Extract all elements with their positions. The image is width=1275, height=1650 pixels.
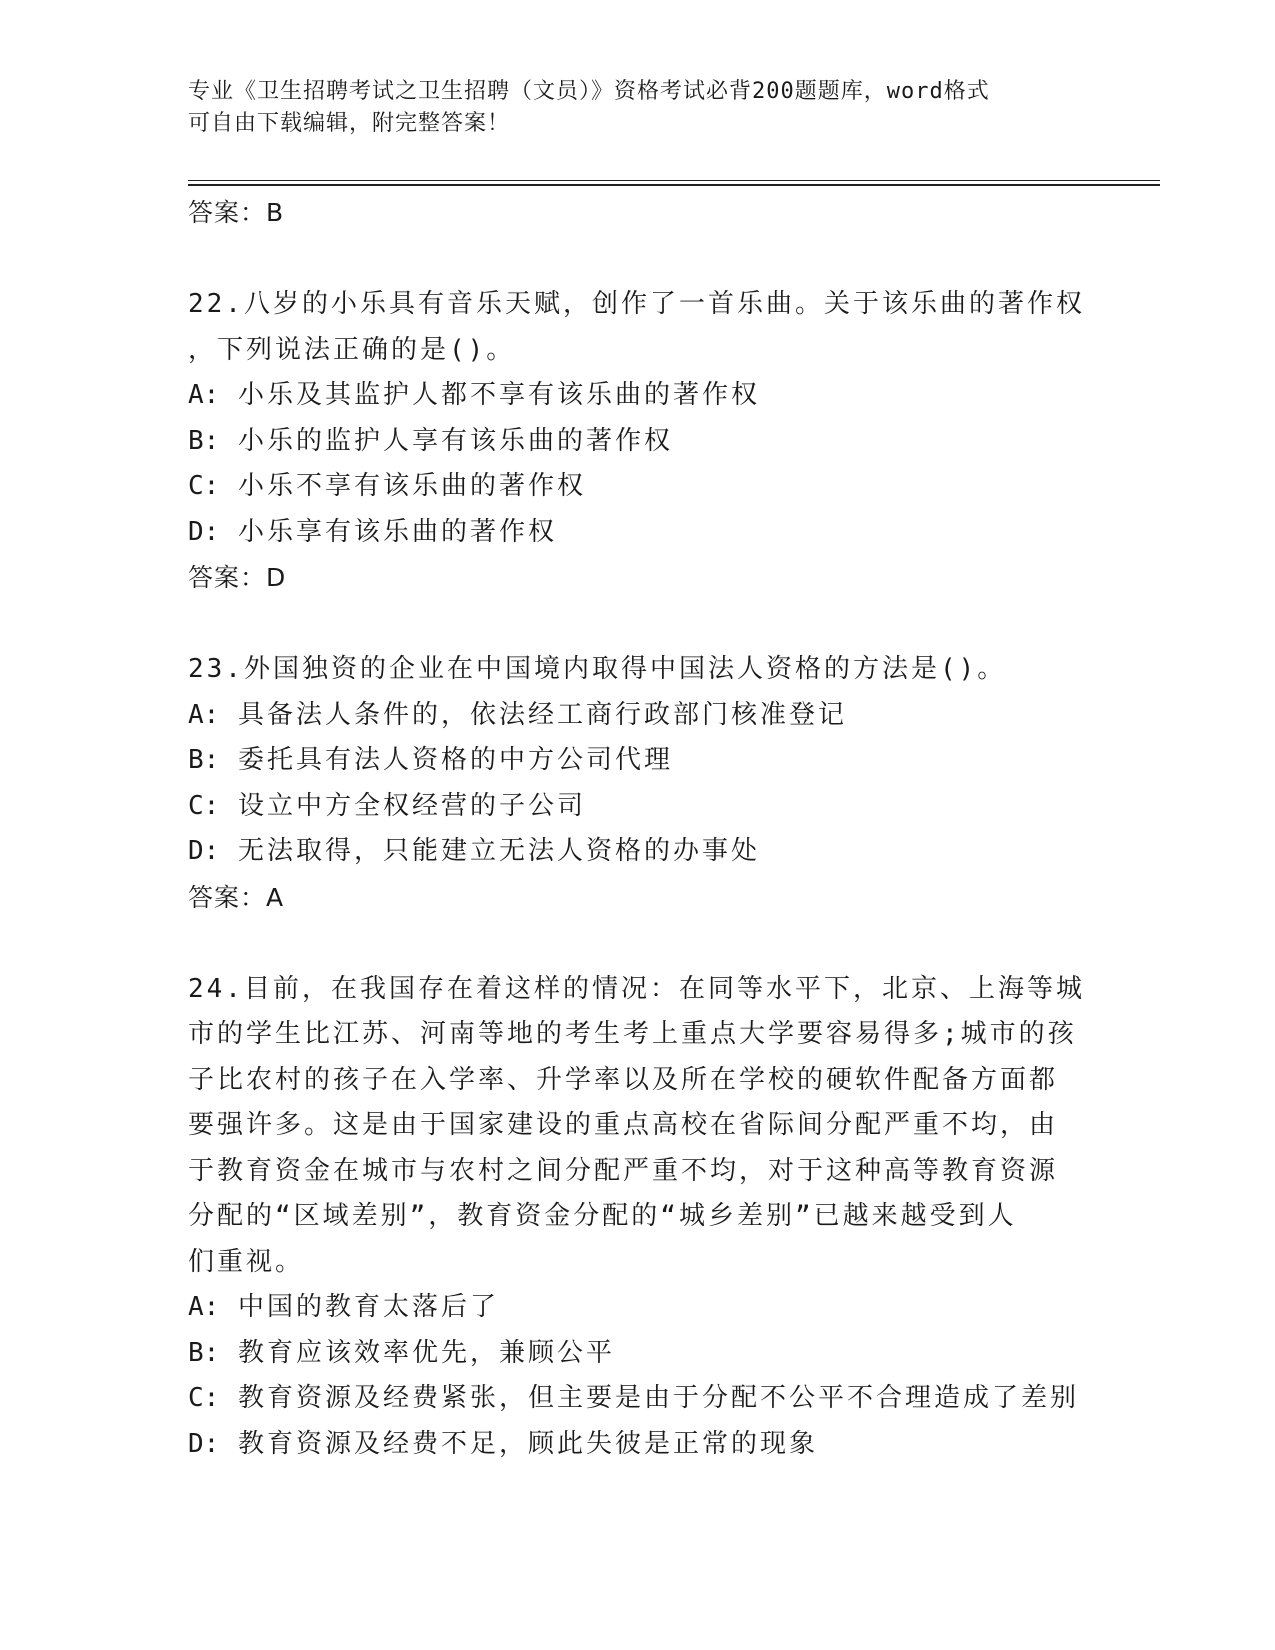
header-divider-thin	[188, 180, 1160, 181]
option-text: 具备法人条件的，依法经工商行政部门核准登记	[219, 699, 847, 730]
question-text-line: 23.外国独资的企业在中国境内取得中国法人资格的方法是()。	[188, 654, 1007, 684]
option-key: A:	[188, 1292, 220, 1322]
option-text: 教育资源及经费不足，顾此失彼是正常的现象	[219, 1428, 818, 1459]
question-22	[188, 282, 1088, 601]
question-text-line: 市的学生比江苏、河南等地的考生考上重点大学要容易得多;城市的孩	[188, 1019, 1077, 1049]
header-line-1: 专业《卫生招聘考试之卫生招聘（文员）》资格考试必背200题题库，word格式	[188, 79, 990, 104]
option-key: B:	[188, 1337, 220, 1368]
question-text-line: 22.八岁的小乐具有音乐天赋，创作了一首乐曲。关于该乐曲的著作权	[188, 289, 1085, 319]
answer-label: 答案：A	[188, 882, 285, 912]
question-text-line: 于教育资金在城市与农村之间分配严重不均，对于这种高等教育资源	[188, 1155, 1059, 1186]
option-c	[188, 1376, 1088, 1422]
question-text-line: 们重视。	[188, 1246, 305, 1277]
option-text: 教育资源及经费紧张，但主要是由于分配不公平不合理造成了差别	[219, 1383, 1079, 1413]
question-text-line: ，下列说法正确的是()。	[188, 334, 516, 365]
option-key: B:	[188, 425, 220, 456]
question-text-line: 分配的“区域差别”，教育资金分配的“城乡差别”已越来越受到人	[188, 1201, 1017, 1231]
question-text-line: 子比农村的孩子在入学率、升学率以及所在学校的硬软件配备方面都	[188, 1064, 1059, 1095]
option-d	[188, 1422, 1088, 1468]
spacer	[188, 921, 1088, 967]
option-c	[188, 464, 1088, 510]
option-text: 无法取得，只能建立无法人资格的办事处	[219, 836, 760, 866]
question-23	[188, 647, 1088, 921]
spacer	[188, 601, 1088, 647]
spacer	[188, 236, 1088, 282]
header-divider-thick	[188, 184, 1160, 186]
option-c	[188, 784, 1088, 830]
option-text: 委托具有法人资格的中方公司代理	[219, 745, 673, 775]
option-key: A:	[188, 699, 220, 730]
option-key: A:	[188, 380, 220, 410]
option-text: 小乐不享有该乐曲的著作权	[219, 471, 586, 501]
option-b	[188, 419, 1088, 465]
header-line-2: 可自由下载编辑，附完整答案！	[188, 111, 511, 136]
question-24	[188, 967, 1088, 1468]
answer-label: 答案：D	[188, 563, 287, 592]
option-a	[188, 1285, 1088, 1331]
option-key: C:	[188, 1383, 220, 1413]
option-text: 中国的教育太落后了	[219, 1292, 499, 1322]
option-key: C:	[188, 471, 220, 501]
question-text-line: 要强许多。这是由于国家建设的重点高校在省际间分配严重不均，由	[188, 1110, 1059, 1140]
option-key: C:	[188, 790, 220, 821]
option-b	[188, 1331, 1088, 1377]
option-key: B:	[188, 745, 220, 775]
option-a	[188, 373, 1088, 419]
option-d	[188, 829, 1088, 875]
document-header	[188, 76, 1068, 140]
option-key: D:	[188, 516, 220, 547]
option-key: D:	[188, 836, 220, 866]
option-text: 教育应该效率优先，兼顾公平	[219, 1337, 615, 1368]
option-d	[188, 510, 1088, 556]
option-key: D:	[188, 1428, 220, 1459]
option-a	[188, 693, 1088, 739]
option-text: 小乐及其监护人都不享有该乐曲的著作权	[219, 380, 760, 410]
document-body	[188, 190, 1088, 1467]
option-b	[188, 738, 1088, 784]
answer-label: 答案：B	[188, 198, 285, 227]
option-text: 小乐的监护人享有该乐曲的著作权	[219, 425, 673, 456]
option-text: 设立中方全权经营的子公司	[219, 790, 586, 821]
question-text-line: 24.目前，在我国存在着这样的情况：在同等水平下，北京、上海等城	[188, 973, 1085, 1004]
option-text: 小乐享有该乐曲的著作权	[219, 516, 557, 547]
